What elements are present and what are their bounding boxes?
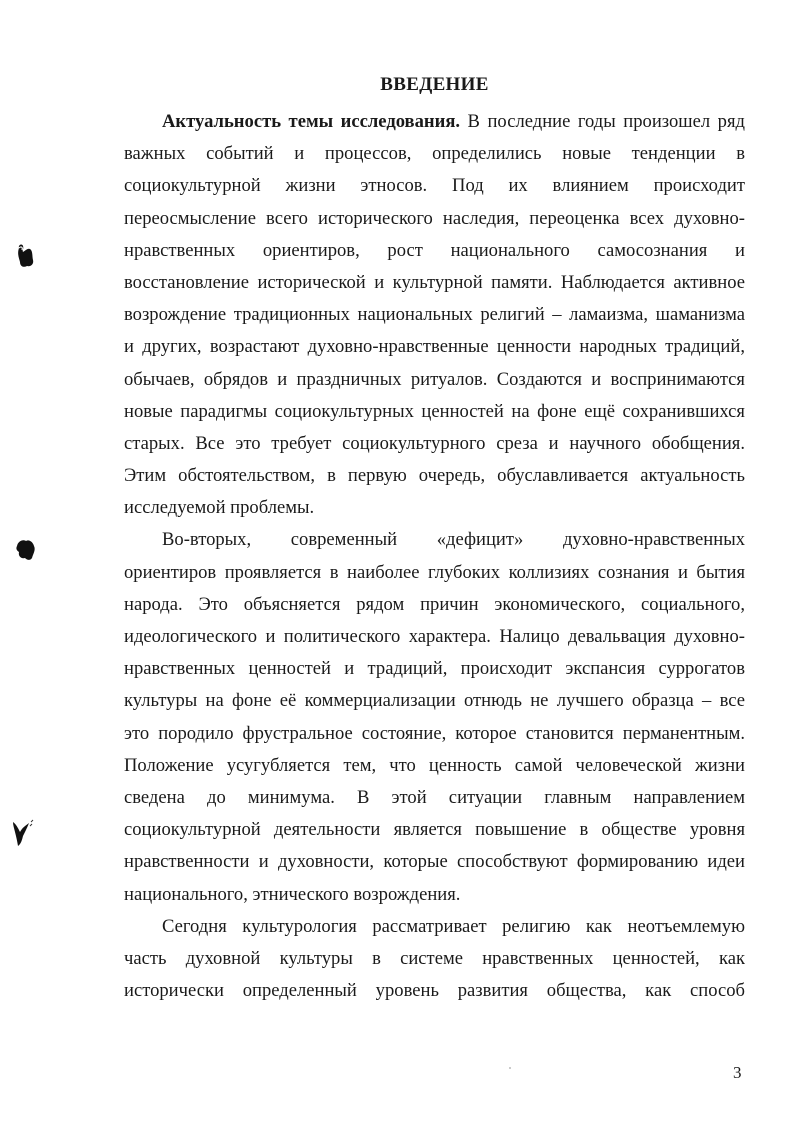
text-line: исследуемой проблемы. (124, 497, 315, 519)
body-text (124, 106, 745, 1007)
text-line: возрождение традиционных национальных религий – ламаизма, шаманизма (124, 304, 745, 326)
text-line: ориентиров проявляется в наиболее глубоких коллизиях сознания и бытия (124, 561, 745, 583)
page-number: 3 (733, 1063, 742, 1082)
text-line: сведена до минимума. В этой ситуации главным направлением (124, 786, 745, 808)
text-line: переосмысление всего исторического наследия, переоценка всех духовно- (124, 207, 745, 229)
text-line: Актуальность темы исследования. В последние годы произошел ряд (162, 111, 745, 132)
ink-blot-icon (11, 818, 35, 848)
text-line: социокультурной жизни этносов. Под их влиянием происходит (124, 175, 745, 197)
text-line: нравственных ценностей и традиций, происходит экспансия суррогатов (124, 658, 745, 680)
text-line: социокультурной деятельности является повышение в обществе уровня (124, 819, 745, 841)
text-line: культуры на фоне её коммерциализации отнюдь не лучшего образца – все (124, 690, 745, 712)
text-line: нравственных ориентиров, рост национального самосознания и (124, 239, 745, 261)
text-line: Этим обстоятельством, в первую очередь, обуславливается актуальность (124, 465, 745, 487)
text-line: важных событий и процессов, определились новые тенденции в (124, 143, 745, 165)
text-line: восстановление исторической и культурной памяти. Наблюдается активное (124, 271, 745, 293)
text-line: Положение усугубляется тем, что ценность самой человеческой жизни (124, 754, 745, 776)
text-line: Сегодня культурология рассматривает религию как неотъемлемую (162, 915, 745, 937)
text-line: часть духовной культуры в системе нравственных ценностей, как (124, 947, 745, 969)
text-line: и других, возрастают духовно-нравственные ценности народных традиций, (124, 336, 745, 358)
section-title: ВВЕДЕНИЕ (380, 74, 489, 95)
text-line: новые парадигмы социокультурных ценностей на фоне ещё сохранившихся (124, 400, 745, 422)
text-line: идеологического и политического характера. Налицо девальвация духовно- (124, 626, 745, 647)
text-line: обычаев, обрядов и праздничных ритуалов. Создаются и воспринимаются (124, 368, 745, 390)
text-line: исторически определенный уровень развития общества, как способ (124, 980, 745, 1002)
text-line: Во-вторых, современный «дефицит» духовно-нравственных (162, 529, 745, 551)
text-line: нравственности и духовности, которые способствуют формированию идеи (124, 851, 745, 873)
text-line: национального, этнического возрождения. (124, 883, 461, 905)
ink-blot-icon (14, 242, 38, 272)
lead-bold-phrase: Актуальность темы исследования. (162, 111, 461, 132)
scan-speck (509, 1067, 511, 1069)
text-line: народа. Это объясняется рядом причин экономического, социального, (124, 593, 745, 615)
ink-blot-icon (14, 536, 38, 564)
text-line: старых. Все это требует социокультурного среза и научного обобщения. (124, 432, 745, 454)
text-line: это породило фрустральное состояние, которое становится перманентным. (124, 722, 745, 744)
